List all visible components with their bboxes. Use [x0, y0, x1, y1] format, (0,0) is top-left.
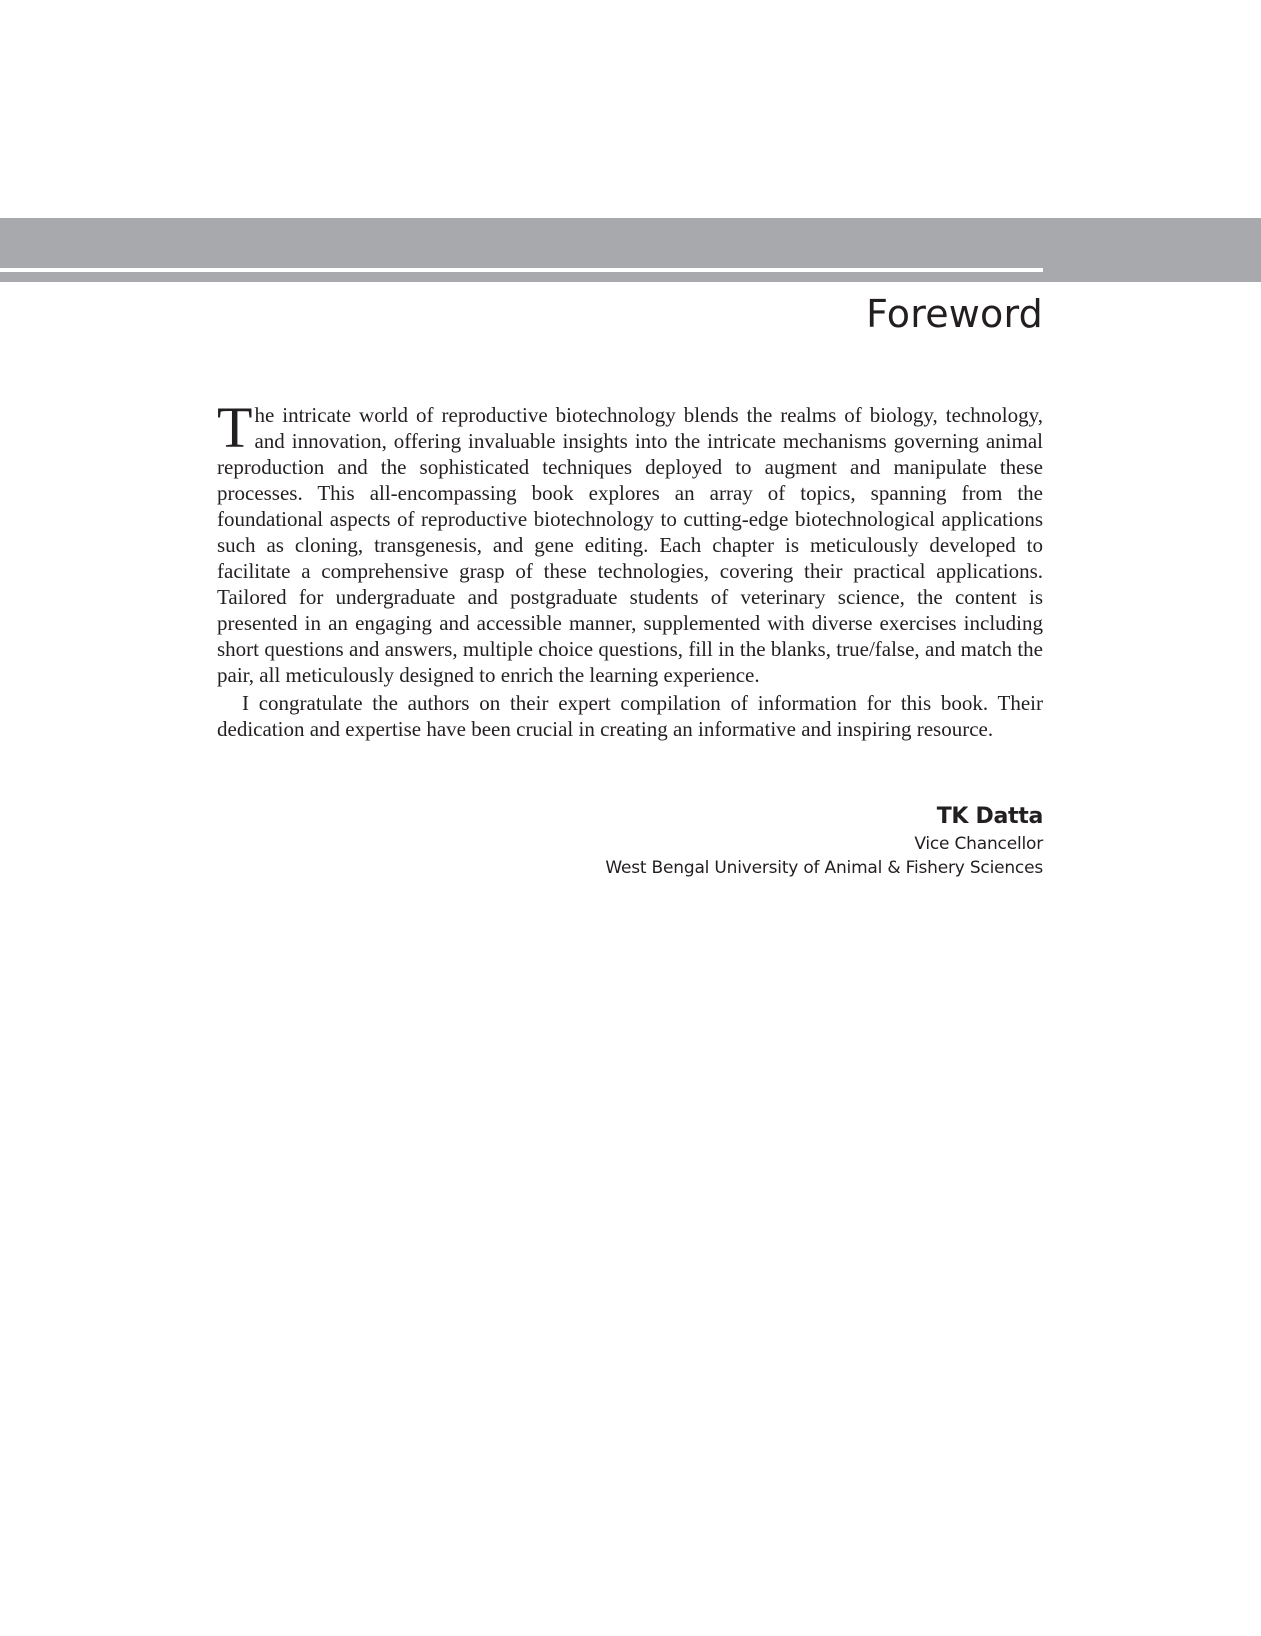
signatory-name: TK Datta: [936, 804, 1043, 829]
page-title: Foreword: [866, 292, 1043, 336]
drop-cap: T: [217, 395, 253, 460]
signatory-position: Vice Chancellor: [914, 834, 1043, 854]
signatory-institution: West Bengal University of Animal & Fishery Sciences: [605, 858, 1043, 878]
foreword-body: [217, 395, 1043, 742]
paragraph-1: [217, 395, 1043, 688]
header-rule: [0, 268, 1043, 272]
paragraph-1-text: he intricate world of reproductive biotechnology blends the realms of biology, technology, and innovation, offering invaluable insights into the intricate mechanisms governing animal reproduction and the sophisticated techniques deployed to augment and manipulate these processes. This all-encompassing book explores an array of topics, spanning from the foundational aspects of reproductive biotechnology to cutting-edge biotechnological applications such as cloning, transgenesis, and gene editing. Each chapter is meticulously developed to facilitate a comprehensive grasp of these technologies, covering their practical applications. Tailored for undergraduate and postgraduate students of veterinary science, the content is presented in an engaging and accessible manner, supplemented with diverse exercises including short questions and answers, multiple choice questions, fill in the blanks, true/false, and match the pair, all meticulously designed to enrich the learning experience.: [217, 403, 1043, 687]
signature-block: [605, 802, 1043, 880]
header-band: [0, 218, 1261, 282]
paragraph-2: I congratulate the authors on their expert compilation of information for this book. Their dedication and expertise have been crucial in creating an informative and inspiring resource.: [217, 691, 1043, 741]
